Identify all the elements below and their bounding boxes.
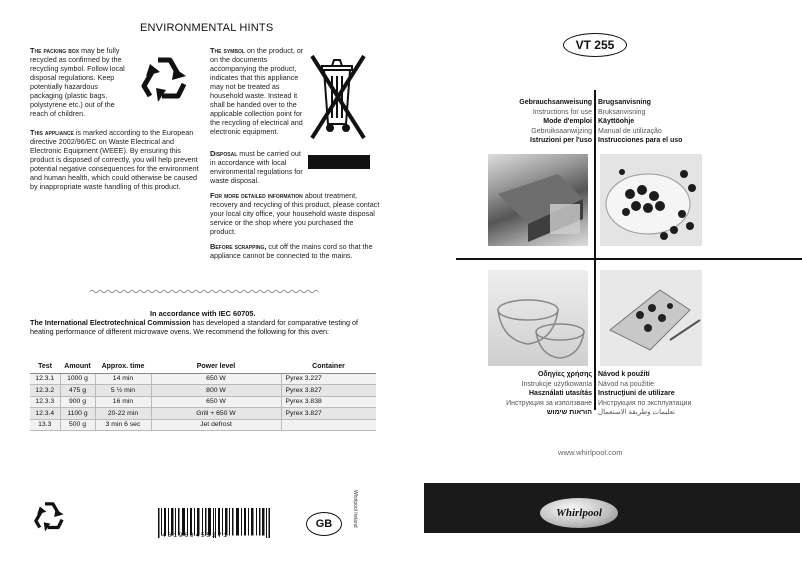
language-line: הוראות שימוש [546, 409, 592, 417]
table-row [30, 396, 376, 408]
table-cell: 13.3 [30, 419, 60, 431]
column-header: Approx. time [95, 360, 151, 373]
glass-bowls-photo [488, 270, 588, 366]
table-row [30, 373, 376, 385]
language-line: Manual de utilização [598, 127, 662, 135]
language-line: Návod na použitie [598, 380, 655, 388]
glass-bowls-illustration [488, 270, 588, 366]
languages-top-right [598, 98, 682, 146]
languages-top-left [519, 98, 592, 146]
detailed-info-paragraph: For more detailed information about treatment, recovery and recycling of this product, please contact your local city office, your household waste disposal service or the shop where you purchased the product. [210, 191, 380, 236]
table-cell: Pyrex 3.827 [281, 408, 376, 420]
barcode-number: 461969455271 [162, 532, 229, 539]
language-line: Használati utasítás [528, 390, 592, 398]
table-row [30, 408, 376, 420]
table-cell: 14 min [95, 373, 151, 385]
language-line: Οδηγίες χρήσης [537, 371, 592, 378]
column-header: Amount [60, 360, 95, 373]
bread-illustration [488, 154, 588, 246]
table-cell: 500 g [60, 419, 95, 431]
language-line: Gebruiksaanwijzing [531, 127, 592, 135]
table-cell: 16 min [95, 396, 151, 408]
recycle-icon-small [28, 496, 70, 538]
language-line: Инструкция за използване [506, 399, 592, 407]
table-cell: 475 g [60, 385, 95, 397]
language-line: Instrucţiuni de utilizare [598, 390, 675, 398]
table-cell: Pyrex 3.827 [281, 385, 376, 397]
language-line: Gebrauchsanweisung [519, 99, 592, 106]
table-cell: 12.3.1 [30, 373, 60, 385]
website-link[interactable]: www.whirlpool.com [558, 448, 623, 457]
country-badge: GB [306, 512, 342, 536]
wavy-divider [90, 289, 320, 294]
table-cell: 800 W [151, 385, 281, 397]
table-cell: 3 min 6 sec [95, 419, 151, 431]
berries-illustration [600, 154, 702, 246]
crossed-out-bin-icon [308, 46, 370, 144]
column-header: Container [281, 360, 376, 373]
language-line: Instrucciones para el uso [598, 137, 683, 145]
left-page [0, 0, 398, 567]
black-bar [308, 155, 370, 169]
model-badge: VT 255 [563, 33, 627, 57]
table-row [30, 419, 376, 431]
language-line: تعليمات وطريقة الاستعمال [598, 409, 676, 417]
table-cell: Pyrex 3.838 [281, 396, 376, 408]
language-line: Mode d'emploi [543, 118, 592, 126]
test-table [30, 360, 376, 431]
vertical-code: Whirlpool Ireland [352, 490, 358, 528]
before-scrapping-paragraph: Before scrapping, cut off the mains cord so that the appliance cannot be connected to the mains. [210, 242, 373, 260]
table-cell: 5 ½ min [95, 385, 151, 397]
languages-bottom-right [598, 370, 691, 418]
table-cell: 900 g [60, 396, 95, 408]
iec-heading: In accordance with IEC 60705. [150, 309, 256, 318]
language-line: Bruksanvisning [598, 108, 646, 116]
iec-paragraph: The International Electrotechnical Commission has developed a standard for comparative testing of heating performance of different microwave ovens. We recommend the following for this oven: [30, 318, 358, 336]
table-cell: 1000 g [60, 373, 95, 385]
horizontal-divider [456, 258, 802, 260]
table-row [30, 385, 376, 397]
table-cell: Jet defrost [151, 419, 281, 431]
table-cell: Grill + 650 W [151, 408, 281, 420]
right-page [408, 0, 802, 567]
table-cell: Pyrex 3.227 [281, 373, 376, 385]
language-line: Návod k použití [598, 371, 650, 378]
column-header: Test [30, 360, 60, 373]
table-header-row [30, 360, 376, 373]
packing-box-paragraph: The packing box may be fully recycled as confirmed by the recycling symbol. Follow local disposal regulations. Keep potentially hazardous packaging (plastic bags, polystyrene etc.) out of the reach of children. [30, 46, 125, 118]
whirlpool-logo: Whirlpool [540, 498, 618, 528]
table-cell: 20-22 min [95, 408, 151, 420]
vertical-divider [594, 90, 596, 410]
table-cell [281, 419, 376, 431]
berries-photo [600, 154, 702, 246]
language-line: Instructions for use [532, 108, 592, 116]
language-line: Brugsanvisning [598, 99, 651, 106]
language-line: Инструкция по эксплуатации [598, 399, 692, 407]
language-line: Instrukcje użytkowania [521, 380, 592, 388]
recycle-icon [132, 48, 196, 112]
bread-photo [488, 154, 588, 246]
table-cell: 12.3.3 [30, 396, 60, 408]
column-header: Power level [151, 360, 281, 373]
environmental-hints-title: ENVIRONMENTAL HINTS [140, 22, 274, 34]
table-cell: 12.3.2 [30, 385, 60, 397]
appliance-paragraph: This appliance is marked according to the European directive 2002/96/EC on Waste Electrical and Electronic Equipment (WEEE). By ensuring this product is disposed of correctly, you will help prevent potential negative consequences for the environment and human health, which could otherwise be caused by inappropriate waste handling of this product. [30, 128, 199, 191]
languages-bottom-left [506, 370, 592, 418]
table-cell: 650 W [151, 396, 281, 408]
table-cell: 12.3.4 [30, 408, 60, 420]
language-line: Istruzioni per l'uso [530, 137, 592, 145]
language-line: Käyttöohje [598, 118, 635, 126]
symbol-paragraph: The symbol on the product, or on the documents accompanying the product, indicates that this appliance may not be treated as household waste. Instead it shall be handed over to the applicable collection point for the recycling of electrical and electronic equipment. [210, 46, 304, 136]
table-cell: 650 W [151, 373, 281, 385]
dessert-photo [600, 270, 702, 366]
dessert-illustration [600, 270, 702, 366]
table-cell: 1100 g [60, 408, 95, 420]
disposal-paragraph: Disposal must be carried out in accordance with local environmental regulations for waste disposal. [210, 149, 303, 185]
